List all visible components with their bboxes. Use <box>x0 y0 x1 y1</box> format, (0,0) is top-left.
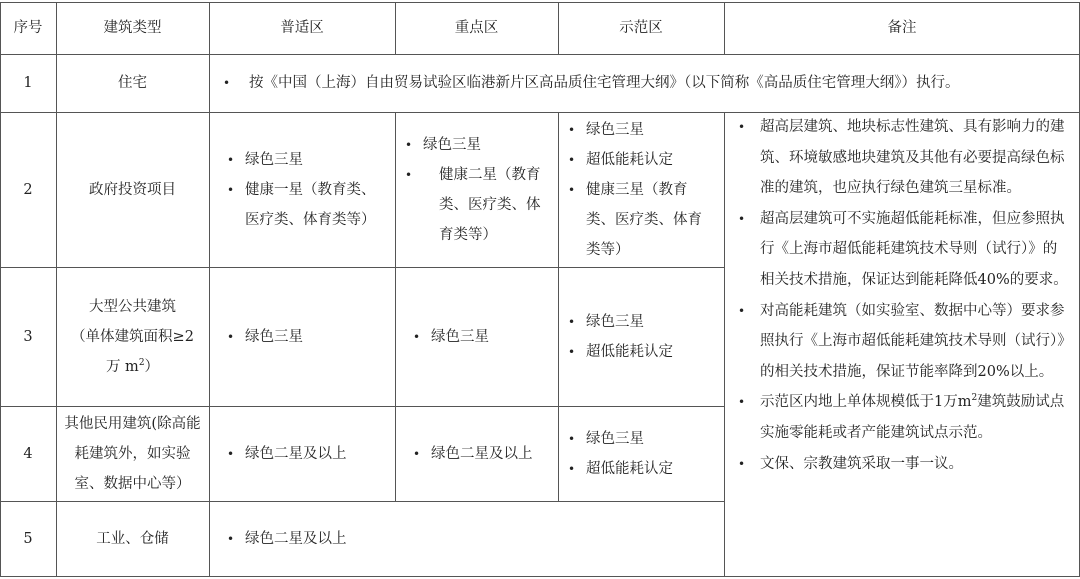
note-item: • 超高层建筑可不实施超低能耗标准，但应参照执行《上海市超低能耗建筑技术导则（试行）》的相关技术措施，保证达到能耗降低40%的要求。 <box>732 204 1070 296</box>
header-no: 序号 <box>13 20 43 36</box>
list-item: • 绿色三星 <box>399 130 552 160</box>
row-3-no: 3 <box>23 328 33 345</box>
header-notes: 备注 <box>887 20 917 36</box>
row-4-no: 4 <box>23 445 33 462</box>
list-item: • 健康一星（教育类、医疗类、体育类等） <box>221 175 389 235</box>
row-3-type-line1: 大型公共建筑 <box>89 298 176 315</box>
list-item: • 健康三星（教育类、医疗类、体育类等） <box>562 175 714 265</box>
row-4-general <box>209 406 395 501</box>
list-item: • 超低能耗认定 <box>562 145 714 175</box>
row-5-type: 工业、仓储 <box>96 530 169 547</box>
note-item: • 示范区内地上单体规模低于1万$m^2$建筑鼓励试点实施零能耗或者产能建筑试点示范。 <box>732 387 1070 448</box>
note-item: • 超高层建筑、地块标志性建筑、具有影响力的建筑、环境敏感地块建筑及其他有必要提高绿色标准的建筑，也应执行绿色建筑三星标准。 <box>732 112 1070 204</box>
row-2-key <box>395 112 558 267</box>
row-3-key <box>395 267 558 406</box>
header-building-type: 建筑类型 <box>103 20 162 36</box>
row-3-type-line2: （单体建筑面积≥2 <box>71 328 194 345</box>
row-4-demo <box>558 406 724 501</box>
row-2-type: 政府投资项目 <box>89 181 176 198</box>
row-2-no: 2 <box>23 181 33 198</box>
row-3-type-line3: 万 $m^2$） <box>105 357 160 375</box>
row-2-demo <box>558 112 724 267</box>
row-3-demo <box>558 267 724 406</box>
list-item: • 绿色三星 <box>221 322 389 352</box>
list-item: • 健康二星（教育类、医疗类、体育类等） <box>399 160 552 250</box>
row-5-no: 5 <box>23 530 33 547</box>
note-item: • 文保、宗教建筑采取一事一议。 <box>732 449 1070 480</box>
list-item: • 绿色二星及以上 <box>221 439 389 469</box>
row-4-type: 其他民用建筑(除高能耗建筑外，如实验室、数据中心等） <box>64 415 201 492</box>
header-general-zone: 普适区 <box>280 20 324 36</box>
row-1-merged-text: • 按《中国（上海）自由贸易试验区临港新片区高品质住宅管理大纲》（以下简称《高品质住宅管理大纲》）执行。 <box>217 68 1072 98</box>
row-3-general <box>209 267 395 406</box>
row-1-no: 1 <box>23 75 33 91</box>
list-item: • 绿色三星 <box>221 145 389 175</box>
row-1-type: 住宅 <box>118 75 147 91</box>
row-2-general <box>209 112 395 267</box>
row-1-merged-requirement <box>209 54 1080 112</box>
note-item: • 对高能耗建筑（如实验室、数据中心等）要求参照执行《上海市超低能耗建筑技术导则（试行）》的相关技术措施，保证节能率降到20%以上。 <box>732 296 1070 388</box>
row-3-type <box>56 267 209 406</box>
list-item: • 绿色二星及以上 <box>221 524 718 554</box>
header-key-zone: 重点区 <box>454 20 499 36</box>
list-item: • 绿色二星及以上 <box>407 439 552 469</box>
notes-cell <box>724 112 1080 577</box>
list-item: • 绿色三星 <box>562 307 714 337</box>
list-item: • 绿色三星 <box>562 424 714 454</box>
list-item: • 超低能耗认定 <box>562 337 714 367</box>
list-item: • 绿色三星 <box>407 322 552 352</box>
list-item: • 超低能耗认定 <box>562 454 714 484</box>
row-5-merged-requirement <box>209 501 724 576</box>
list-item: • 绿色三星 <box>562 115 714 145</box>
row-4-key <box>395 406 558 501</box>
header-demo-zone: 示范区 <box>619 20 663 36</box>
